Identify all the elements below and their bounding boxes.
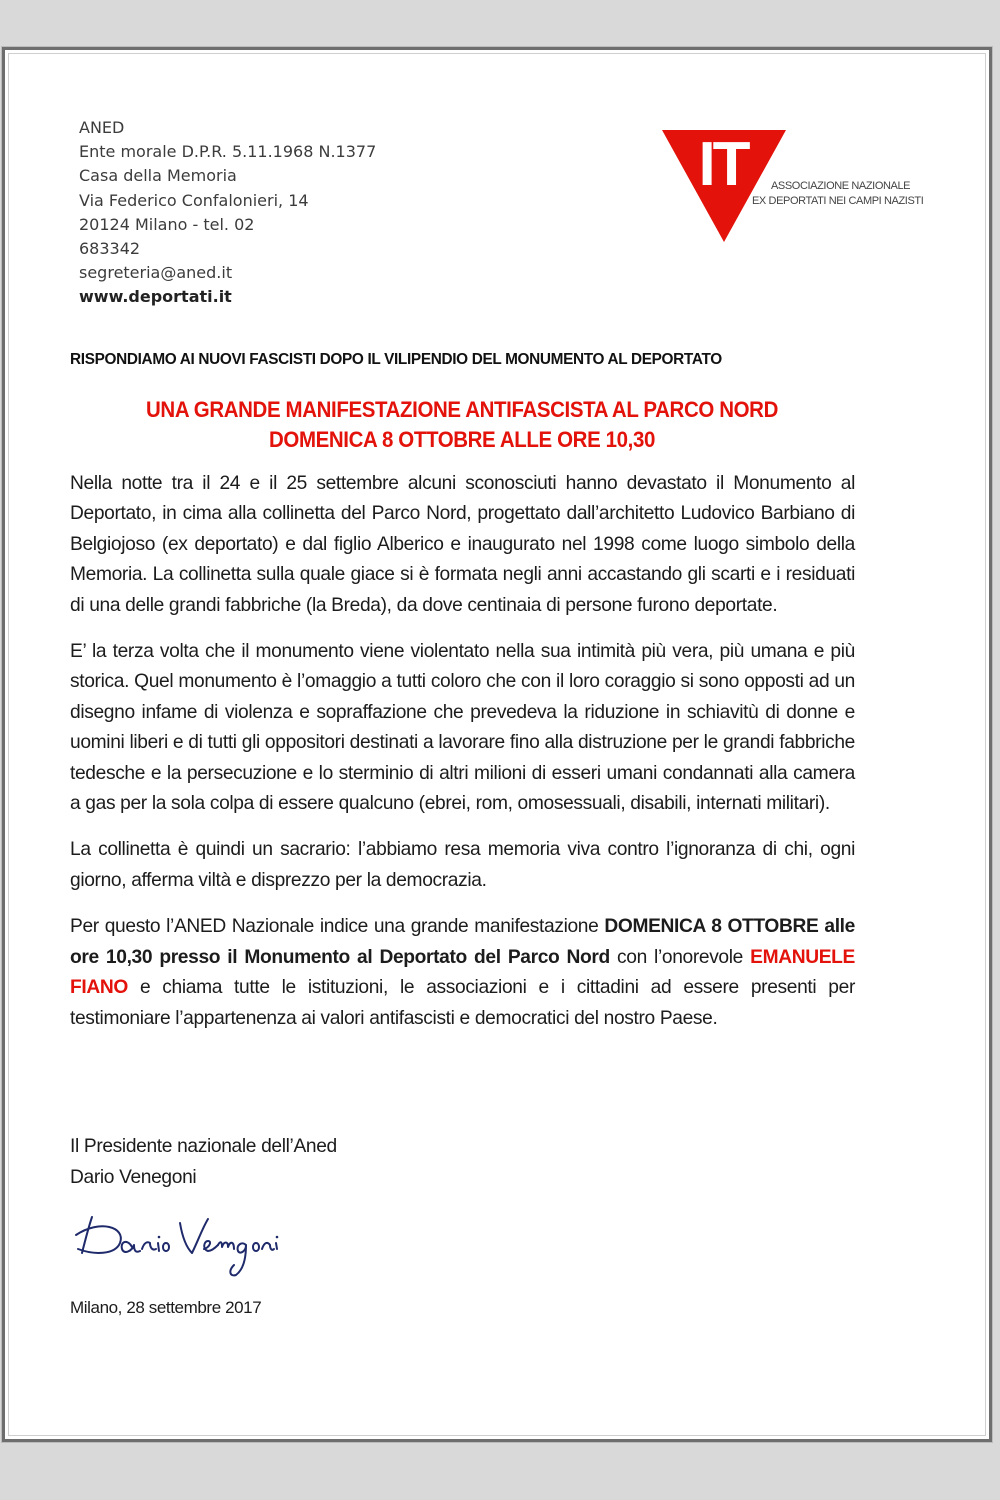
- body-paragraph: E’ la terza volta che il monumento viene violentato nella sua intimità più vera, più umana e più storica. Quel monumento è l’omaggio a tutti coloro che con il loro coraggio si sono opposti ad un disegno infame di violenza e sopraffazione che prevedeva la riduzione in schiavitù di donne e uomini liberi e di tutti gli oppositori destinati a lavorare fino alla distruzione per le grandi fabbriche tedesche e la persecuzione e lo sterminio di altri milioni di esseri umani condannati alla camera a gas per la sola colpa di essere qualcuno (ebrei, rom, omosessuali, disabili, internati militari).: [70, 641, 855, 815]
- letter-body: [70, 469, 855, 1050]
- logo-caption-line: ASSOCIAZIONE NAZIONALE: [771, 180, 911, 192]
- logo-caption-line: EX DEPORTATI NEI CAMPI NAZISTI: [752, 195, 924, 207]
- logo-mark: IT: [698, 130, 748, 199]
- headline-line: UNA GRANDE MANIFESTAZIONE ANTIFASCISTA AL PARCO NORD: [146, 397, 778, 422]
- signer-name: Dario Venegoni: [70, 1167, 197, 1188]
- letter-date: Milano, 28 settembre 2017: [70, 1298, 262, 1317]
- closing-block: [70, 1131, 470, 1193]
- sender-line: Via Federico Confalonieri, 14: [79, 190, 309, 210]
- sender-line: 20124 Milano - tel. 02: [79, 214, 255, 234]
- sender-line: 683342: [79, 239, 141, 259]
- sender-line: Ente morale D.P.R. 5.11.1968 N.1377: [79, 142, 377, 162]
- paragraph-connector: con l’onorevole: [609, 946, 751, 968]
- sender-website: www.deportati.it: [79, 287, 232, 307]
- headline-line: DOMENICA 8 OTTOBRE ALLE ORE 10,30: [268, 427, 656, 452]
- paragraph-outro: e chiama tutte le istituzioni, le associazioni e i cittadini ad essere presenti per testimoniare l’appartenenza ai valori antifascisti e democratici del nostro Paese.: [70, 977, 855, 1029]
- sender-address: [79, 116, 409, 310]
- sender-email: segreteria@aned.it: [79, 263, 233, 283]
- guest-name: EMANUELE FIANO: [70, 946, 855, 999]
- event-headline: [60, 395, 864, 455]
- body-paragraph: La collinetta è quindi un sacrario: l’abbiamo resa memoria viva contro l’ignoranza di chi, ogni giorno, afferma viltà e disprezzo per la democrazia.: [70, 839, 855, 891]
- paragraph-intro: Per questo l’ANED Nazionale indice una grande manifestazione: [70, 916, 605, 938]
- event-details: DOMENICA 8 OTTOBRE alle ore 10,30 presso il Monumento al Deportato del Parco Nord: [70, 916, 855, 968]
- logo-caption: [752, 179, 932, 209]
- body-paragraph: Nella notte tra il 24 e il 25 settembre alcuni sconosciuti hanno devastato il Monumento al Deportato, in cima alla collinetta del Parco Nord, progettato dall’architetto Ludovico Barbiano di Belgiojoso (ex deportato) e dal figlio Alberico e inaugurato nel 1998 come luogo simbolo della Memoria. La collinetta sulla quale giace si è formata negli anni accastando gli scarti e i residuati di una delle grandi fabbriche (la Breda), da dove centinaia di persone furono deportate.: [70, 473, 855, 616]
- signer-role: Il Presidente nazionale dell’Aned: [70, 1136, 337, 1157]
- body-paragraph: [70, 912, 855, 1034]
- sender-line: Casa della Memoria: [79, 166, 237, 186]
- sender-line: ANED: [79, 118, 125, 137]
- letter-subject: RISPONDIAMO AI NUOVI FASCISTI DOPO IL VILIPENDIO DEL MONUMENTO AL DEPORTATO: [70, 351, 722, 368]
- handwritten-signature: [70, 1205, 280, 1283]
